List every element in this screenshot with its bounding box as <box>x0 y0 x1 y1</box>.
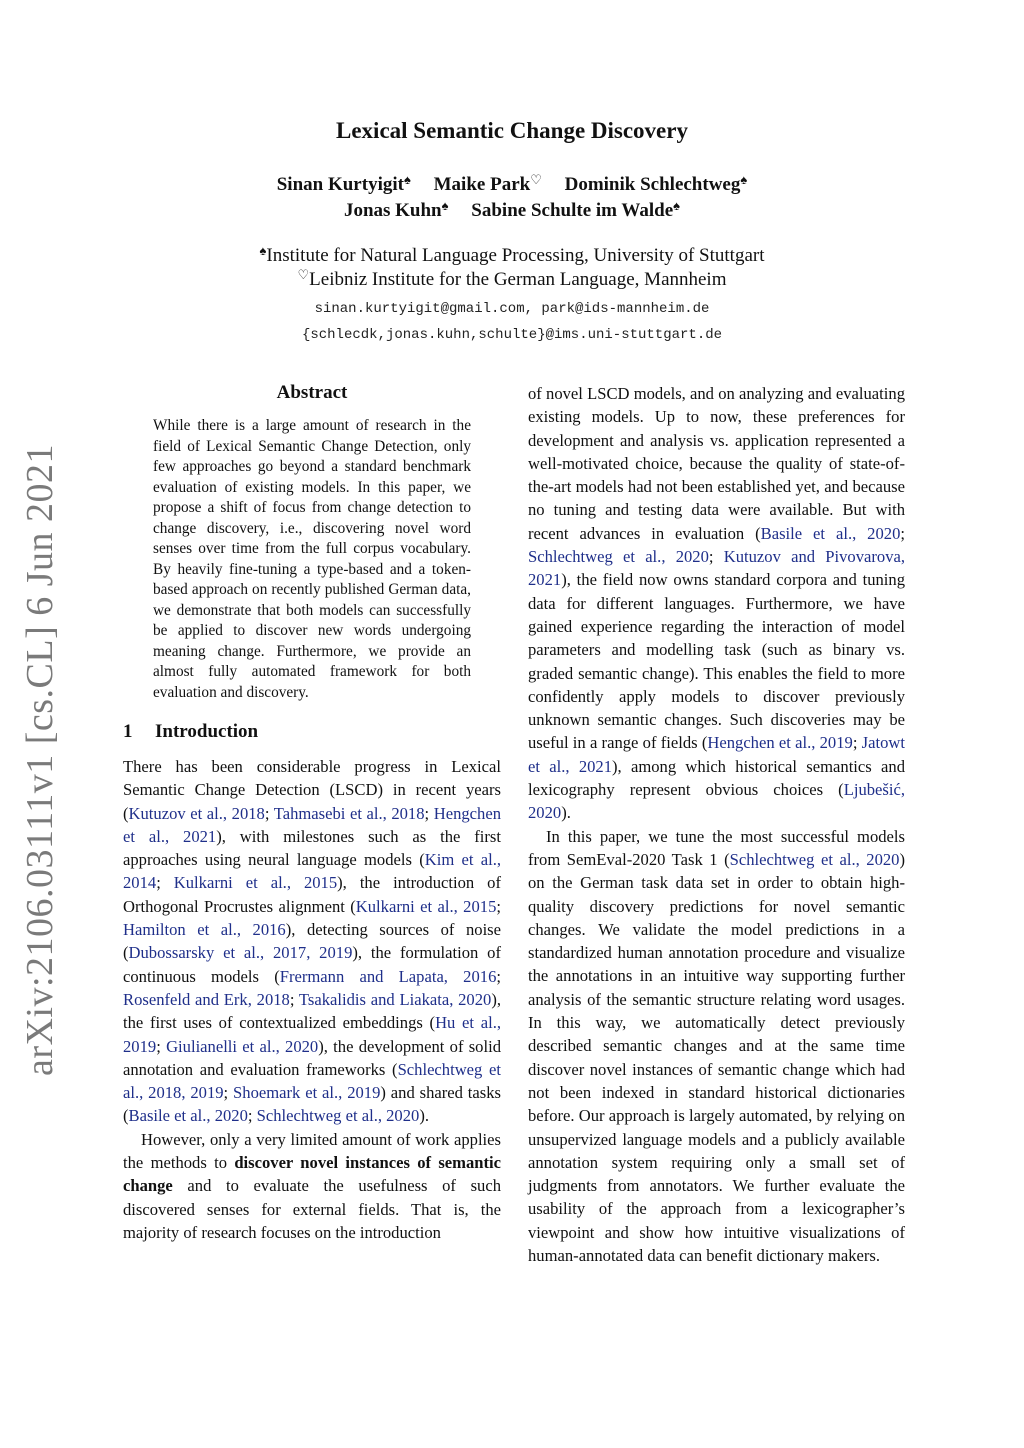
intro-paragraph-3: In this paper, we tune the most successful models from SemEval-2020 Task 1 (Schlechtweg et al., 2020) on the German task data set in order to obtain high-quality discovery predictions for novel semantic changes. We validate the model predictions in a standardized human annotation procedure and visualize the annotations in an intuitive way supporting further analysis of the semantic structure relating word usages. In this way, we automatically detect previously described semantic changes and at the same time discover novel instances of semantic change which had not been indexed in standard historical dictionaries before. Our approach is largely automated, by relying on unsupervized language models and a publicly available annotation system requiring only a small set of judgments from annotators. We further evaluate the usability of the approach from a lexicographer’s viewpoint and show how intuitive visualizations of human-annotated data can benefit dictionary makers. <box>528 826 905 1265</box>
left-column <box>123 382 501 1244</box>
section-title: Introduction <box>155 721 259 742</box>
citation-link[interactable]: Kutuzov and Pivovarova, 2021 <box>528 547 906 590</box>
arxiv-id: arXiv:2106.03111v1 [cs.CL] 6 Jun 2021 <box>19 443 61 1077</box>
citation-link[interactable]: Schlechtweg et al., 2020 <box>256 1106 420 1126</box>
author-list <box>0 172 1024 224</box>
paper-title: Lexical Semantic Change Discovery <box>336 118 688 143</box>
citation-link[interactable]: Tsakalidis and Liakata, 2020 <box>298 989 492 1009</box>
citation-link[interactable]: Kim et al., 2014 <box>123 850 501 893</box>
author-emails <box>0 296 1024 348</box>
bold-phrase: discover novel instances of semantic change <box>123 1153 502 1196</box>
right-column <box>528 382 905 1267</box>
citation-link[interactable]: Hamilton et al., 2016 <box>123 920 286 940</box>
intro-paragraph-2: However, only a very limited amount of work applies the methods to discover novel instances of semantic change and to evaluate the usefulness of such discovered senses for external fields. That is, the majority of research focuses on the introduction <box>123 1129 502 1242</box>
citation-link[interactable]: Giulianelli et al., 2020 <box>166 1036 319 1056</box>
citation-link[interactable]: Ljubešić, 2020 <box>528 780 905 823</box>
citation-link[interactable]: Schlechtweg et al., 2020 <box>528 547 709 567</box>
citation-link[interactable]: Kulkarni et al., 2015 <box>355 896 497 916</box>
author-line-1 <box>0 172 1024 198</box>
author: Dominik Schlechtweg♠ <box>564 172 748 195</box>
affiliation: ♠Institute for Natural Language Processing, University of Stuttgart <box>259 243 765 266</box>
citation-link[interactable]: Hu et al., 2019 <box>123 1013 502 1056</box>
author: Jonas Kuhn♠ <box>343 198 449 221</box>
section-number: 1 <box>123 721 133 742</box>
citation-link[interactable]: Kutuzov et al., 2018 <box>128 803 265 823</box>
citation-link[interactable]: Jatowt et al., 2021 <box>528 733 905 776</box>
author-line-2 <box>0 198 1024 224</box>
abstract-text: While there is a large amount of research in the field of Lexical Semantic Change Detection, only few approaches go beyond a standard benchmark evaluation of existing models. In this paper, we propose a shift of focus from change detection to change discovery, i.e., discovering novel word senses over time from the full corpus vocabulary. By heavily fine-tuning a type-based and a token-based approach on recently published German data, we demonstrate that both models can successfully be applied to discover new words undergoing meaning change. Furthermore, we provide an almost fully automated framework for both evaluation and discovery. <box>153 417 471 701</box>
author: Sabine Schulte im Walde♠ <box>471 198 681 221</box>
affiliation: ♡Leibniz Institute for the German Language, Mannheim <box>297 267 727 290</box>
citation-link[interactable]: Basile et al., 2020 <box>760 523 901 543</box>
citation-link[interactable]: Schlechtweg et al., 2020 <box>729 849 900 869</box>
arxiv-sidebar-stamp <box>10 443 70 1077</box>
author: Sinan Kurtyigit♠ <box>276 172 411 195</box>
email-line: sinan.kurtyigit@gmail.com, park@ids-mannheim.de <box>314 301 710 317</box>
citation-link[interactable]: Rosenfeld and Erk, 2018 <box>123 989 290 1009</box>
section-heading <box>123 721 501 743</box>
affiliations <box>0 244 1024 292</box>
citation-link[interactable]: Schlechtweg et al., 2018, 2019 <box>123 1059 501 1103</box>
citation-link[interactable]: Hengchen et al., 2019 <box>707 733 853 753</box>
author: Maike Park♡ <box>433 172 542 195</box>
citation-link[interactable]: Hengchen et al., 2021 <box>123 803 501 846</box>
intro-paragraph-2-continued: of novel LSCD models, and on analyzing and evaluating existing models. Up to now, these preferences for development and analysis vs. application represented a well-motivated choice, because the quality of state-of-the-art models had not been established yet, and because no tuning and testing data were available. But with recent advances in evaluation (Basile et al., 2020; Schlechtweg et al., 2020; Kutuzov and Pivovarova, 2021), the field now owns standard corpora and tuning data for different languages. Furthermore, we have gained experience regarding the interaction of model parameters and modelling task (such as binary vs. graded semantic change). This enables the field to more confidently apply models to discover previously unknown semantic changes. Such discoveries may be useful in a range of fields (Hengchen et al., 2019; Jatowt et al., 2021), among which historical semantics and lexicography represent obvious choices (Ljubešić, 2020). <box>528 384 906 823</box>
citation-link[interactable]: Dubossarsky et al., 2017, 2019 <box>128 943 353 963</box>
citation-link[interactable]: Basile et al., 2020 <box>128 1106 248 1126</box>
abstract-heading: Abstract <box>276 382 348 403</box>
intro-paragraph-1: There has been considerable progress in Lexical Semantic Change Detection (LSCD) in recent years (Kutuzov et al., 2018; Tahmasebi et al., 2018; Hengchen et al., 2021), with milestones such as the first approaches using neural language models (Kim et al., 2014; Kulkarni et al., 2015), the introduction of Orthogonal Procrustes alignment (Kulkarni et al., 2015; Hamilton et al., 2016), detecting sources of noise (Dubossarsky et al., 2017, 2019), the formulation of continuous models (Frermann and Lapata, 2016; Rosenfeld and Erk, 2018; Tsakalidis and Liakata, 2020), the first uses of contextualized embeddings (Hu et al., 2019; Giulianelli et al., 2020), the development of solid annotation and evaluation frameworks (Schlechtweg et al., 2018, 2019; Shoemark et al., 2019) and shared tasks (Basile et al., 2020; Schlechtweg et al., 2020). <box>123 757 502 1126</box>
citation-link[interactable]: Frermann and Lapata, 2016 <box>279 966 497 986</box>
email-line: {schlecdk,jonas.kuhn,schulte}@ims.uni-stuttgart.de <box>301 327 723 343</box>
citation-link[interactable]: Shoemark et al., 2019 <box>233 1083 381 1103</box>
citation-link[interactable]: Tahmasebi et al., 2018 <box>273 803 425 823</box>
citation-link[interactable]: Kulkarni et al., 2015 <box>173 873 338 893</box>
